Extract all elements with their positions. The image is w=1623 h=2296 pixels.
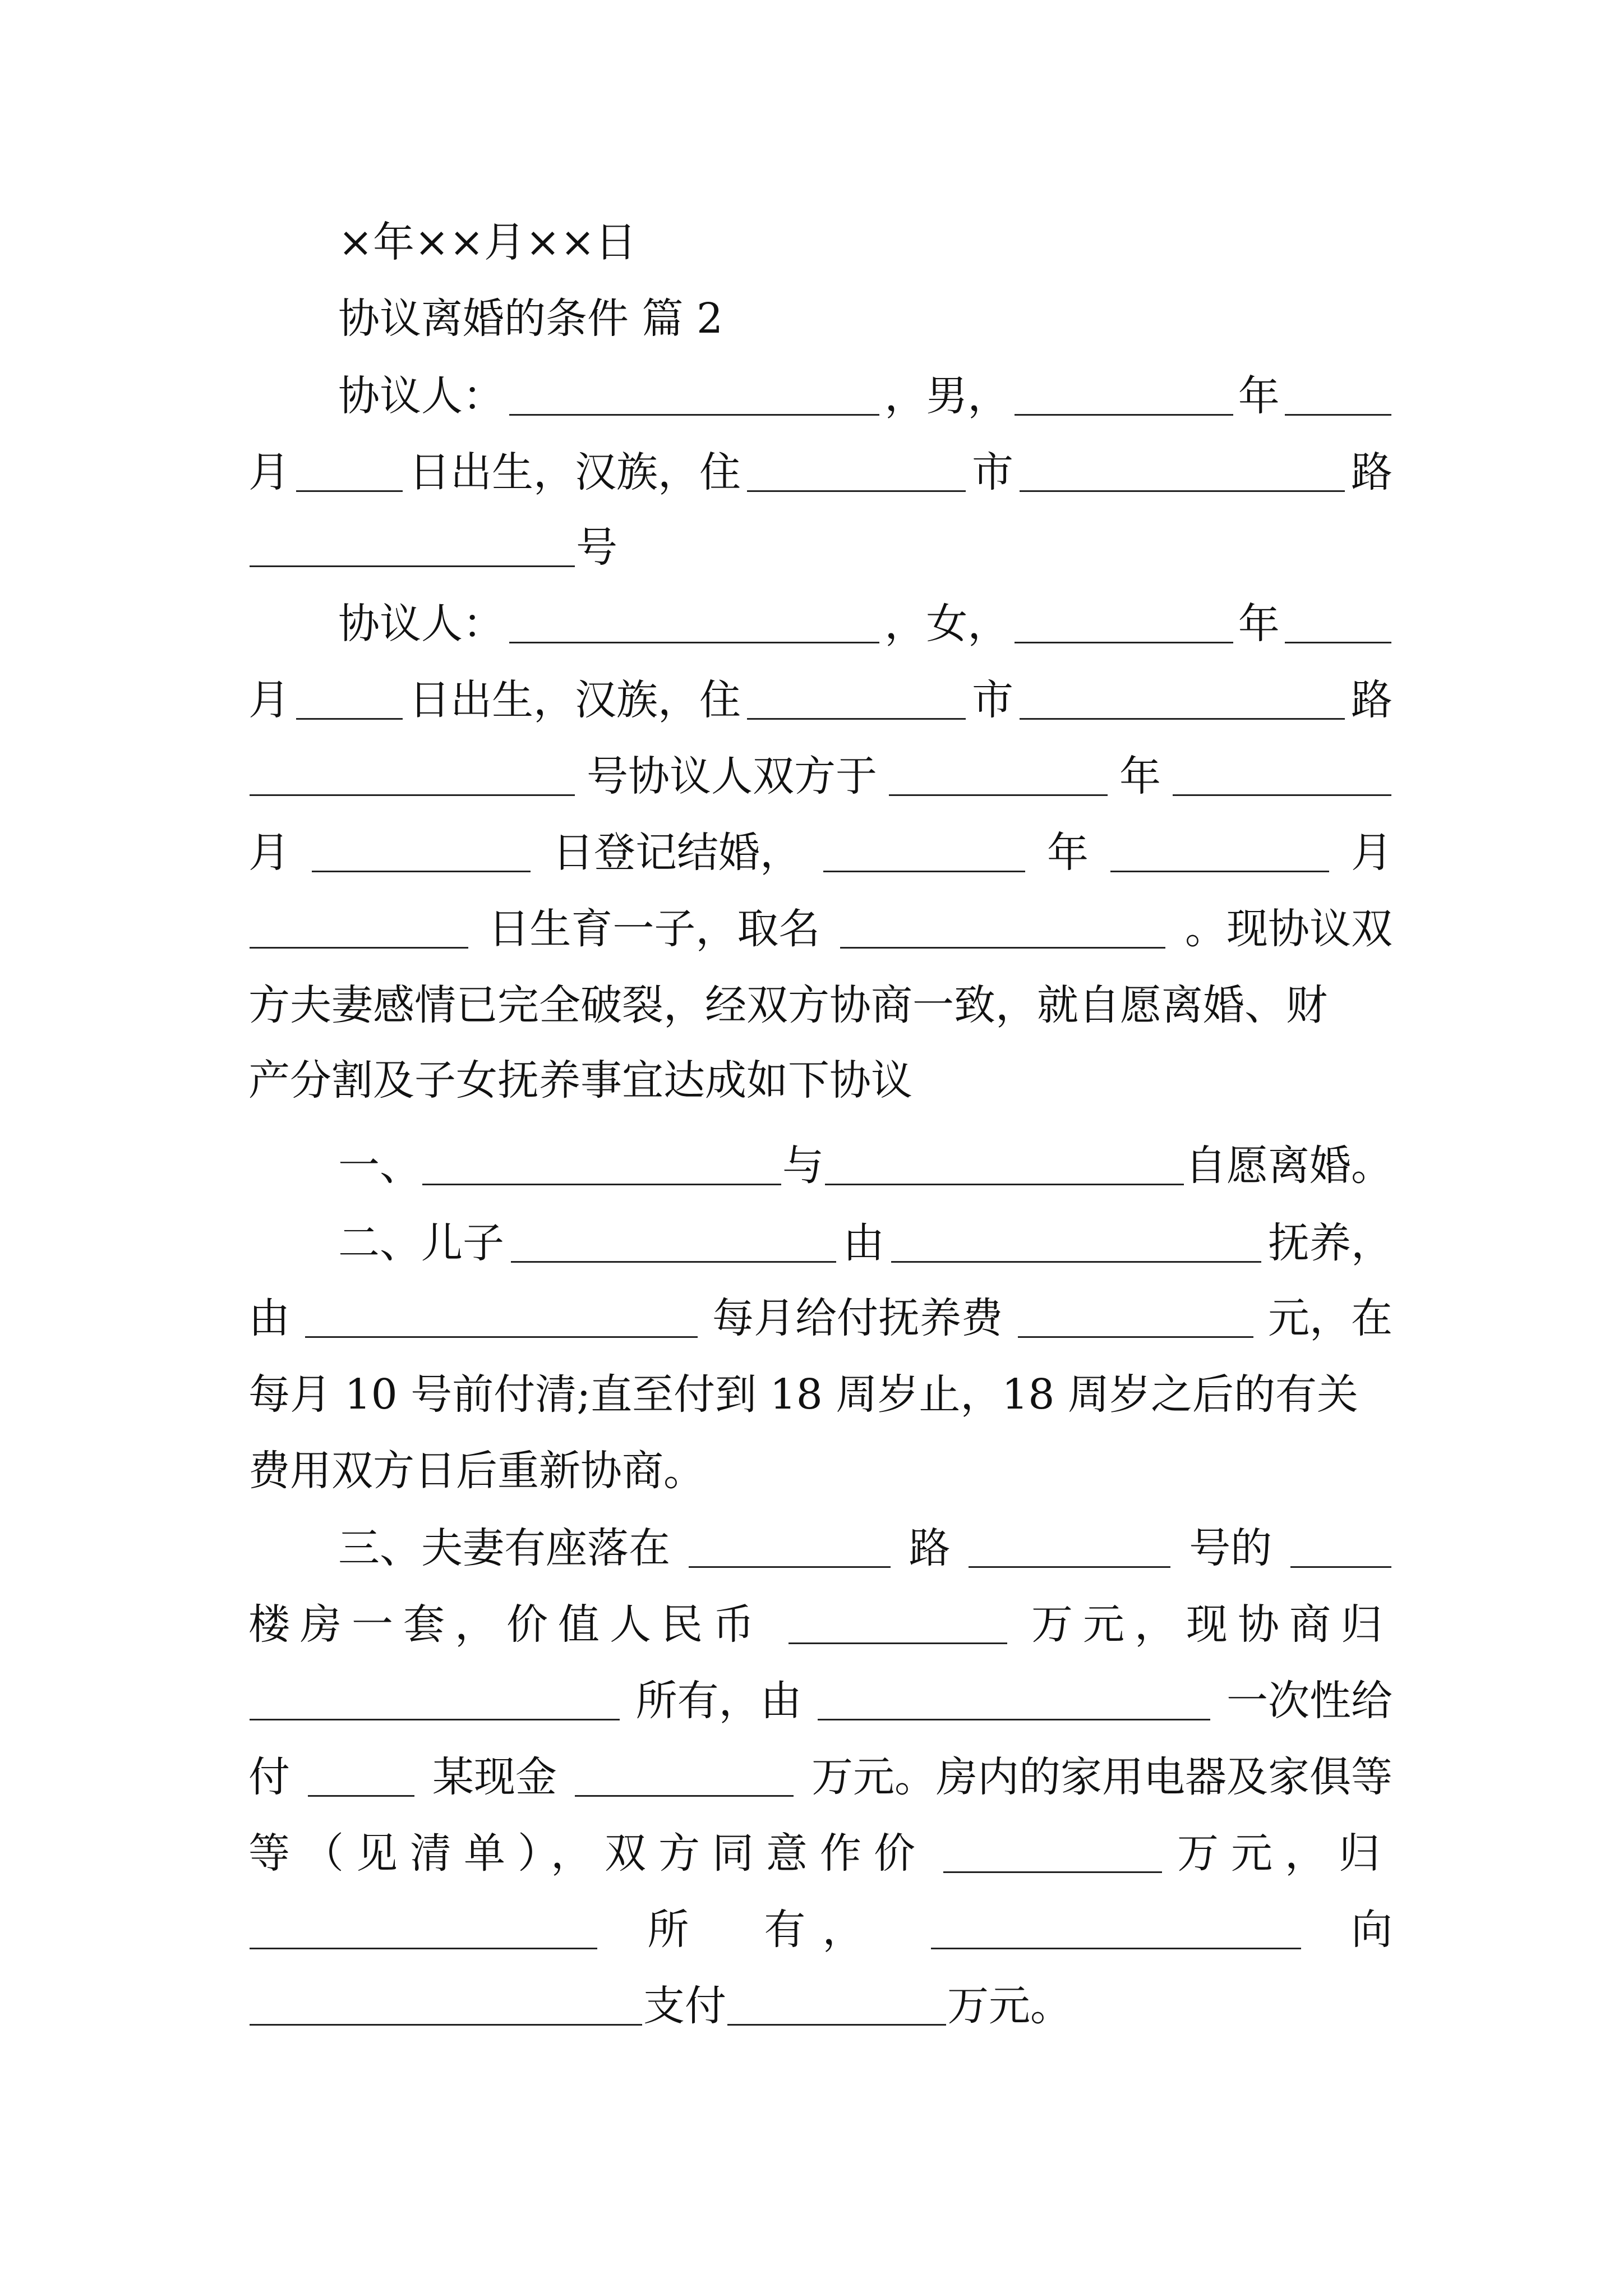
child-birth-text: 日生育一子，取名	[488, 905, 820, 953]
clause3-appliance-payer-blank	[931, 1910, 1301, 1949]
clause3-cash: 某现金	[432, 1753, 557, 1801]
clause1-with: 与	[782, 1142, 824, 1190]
date-line	[338, 209, 1393, 276]
intro-cont2: 产分割及子女抚养事宜达成如下协议	[248, 1056, 912, 1105]
party1-road-blank	[1020, 453, 1345, 492]
clause1-party-a-blank	[422, 1146, 781, 1185]
clause3-road-blank	[689, 1529, 891, 1568]
party1-month-blank	[1285, 376, 1391, 416]
party1-day-blank	[296, 453, 403, 492]
clause2-line3	[248, 1361, 1393, 1428]
clause2-monthly: 每月给付抚养费	[712, 1294, 1003, 1342]
party1-line2	[248, 439, 1393, 506]
party1-line1	[338, 362, 1393, 430]
party2-month-label: 月	[248, 676, 290, 724]
clause3-appliance-amount-blank	[727, 1986, 946, 2026]
clause3-line6	[248, 1896, 1393, 1963]
clause3-pay: 付	[248, 1753, 290, 1801]
clause3-cash-blank	[575, 1757, 794, 1797]
party1-number-blank	[250, 528, 575, 567]
party1-name-blank	[509, 376, 879, 416]
marriage-month-blank	[1173, 757, 1391, 796]
clause2-by2: 由	[248, 1294, 290, 1342]
party2-birth-text: 日出生，汉族，住	[409, 676, 741, 724]
clause3-owned: 所有，由	[635, 1677, 802, 1725]
clause2-line1	[338, 1209, 1393, 1277]
clause3-value-blank	[789, 1605, 1007, 1644]
clause3-pay2: 支付	[643, 1982, 726, 2030]
clause3-number-blank	[969, 1529, 1170, 1568]
party1-road-label: 路	[1351, 448, 1393, 496]
section-title	[338, 285, 1393, 352]
date-text: ×年××月××日	[338, 218, 637, 266]
clause3-to: 向	[1350, 1906, 1393, 1954]
intro-cont1: 方夫妻感情已完全破裂，经双方协商一致，就自愿离婚、财	[248, 981, 1327, 1029]
party1-year-label: 年	[1238, 372, 1280, 420]
clause2-yuan: 元，在	[1268, 1294, 1393, 1342]
clause3-line4-end: 万元。房内的家用电器及家俱等	[811, 1753, 1393, 1801]
clause1-party-b-blank	[825, 1146, 1184, 1185]
marriage-line4	[248, 1047, 1393, 1114]
clause2-raiser-blank	[891, 1223, 1261, 1263]
marriage-month-label: 月	[248, 829, 290, 877]
marriage-year-label: 年	[1119, 752, 1161, 800]
clause3-line3	[248, 1667, 1393, 1734]
party2-gender: ，女，	[884, 600, 1009, 648]
party1-city-blank	[747, 453, 966, 492]
clause3-wan: 万元。	[947, 1982, 1072, 2030]
title-text: 协议离婚的条件 篇 2	[338, 295, 723, 343]
clause1-end: 自愿离婚。	[1185, 1142, 1393, 1190]
clause3-appliance-recipient-blank	[250, 1986, 642, 2026]
clause3-line2-start: 楼房一套，价值人民币	[248, 1600, 764, 1649]
party2-line2	[248, 666, 1393, 734]
child-year-blank	[823, 833, 1025, 872]
party1-city-label: 市	[972, 448, 1013, 496]
clause3-appliance-owner-blank	[250, 1910, 597, 1949]
marriage-line2	[248, 895, 1393, 963]
clause3-line4	[248, 1743, 1393, 1811]
marriage-day-blank	[312, 833, 531, 872]
clause3-road: 路	[909, 1524, 951, 1572]
clause1-line	[338, 1132, 1393, 1199]
party2-day-blank	[296, 680, 403, 720]
marriage-registered-text: 日登记结婚，	[552, 829, 801, 877]
clause3-building-blank	[1290, 1529, 1391, 1568]
child-month-blank	[1110, 833, 1329, 872]
clause2-line2	[248, 1285, 1393, 1352]
clause3-number: 号的	[1189, 1524, 1272, 1572]
clause3-line2	[248, 1591, 1393, 1658]
party2-city-blank	[747, 680, 966, 720]
party2-year-blank	[1015, 604, 1233, 643]
party1-year-blank	[1015, 376, 1233, 416]
party2-road-blank	[1020, 680, 1345, 720]
child-year-label: 年	[1047, 829, 1089, 877]
clause3-line5-start: 等（见清单），双方同意作价	[248, 1829, 928, 1878]
party1-birth-text: 日出生，汉族，住	[409, 448, 741, 496]
clause3-prefix: 三、夫妻有座落在	[338, 1524, 670, 1572]
party2-road-label: 路	[1351, 676, 1393, 724]
marriage-line1	[248, 819, 1393, 886]
clause2-line4	[248, 1437, 1393, 1504]
marriage-year-blank	[889, 757, 1108, 796]
clause3-appliance-value-blank	[943, 1834, 1162, 1873]
marriage-line3	[248, 972, 1393, 1039]
party1-line3	[248, 514, 1393, 581]
child-month-label: 月	[1351, 829, 1393, 877]
clause2-line3-text: 每月 10 号前付清;直至付到 18 周岁止，18 周岁之后的有关	[248, 1370, 1359, 1419]
party2-number-blank	[250, 757, 575, 796]
clause2-payer-blank	[305, 1299, 698, 1338]
clause2-line4-text: 费用双方日后重新协商。	[248, 1447, 705, 1495]
clause3-line5	[248, 1820, 1393, 1887]
clause2-amount-blank	[1018, 1299, 1253, 1338]
party2-line3	[248, 743, 1393, 810]
party2-label: 协议人：	[338, 600, 504, 648]
party1-number-label: 号	[576, 523, 617, 572]
clause2-prefix: 二、儿子	[338, 1219, 504, 1267]
child-name-blank	[840, 909, 1165, 949]
clause3-payer-blank	[818, 1681, 1210, 1720]
party1-gender: ，男，	[884, 372, 1009, 420]
party1-month-label: 月	[248, 448, 290, 496]
intro-end-text: 。现协议双	[1184, 905, 1393, 953]
clause3-line1	[338, 1515, 1393, 1582]
clause3-owner-blank	[250, 1681, 620, 1720]
clause2-custodian-blank	[511, 1223, 836, 1263]
party1-label: 协议人：	[338, 372, 504, 420]
clause3-line7	[248, 1972, 1393, 2040]
clause1-prefix: 一、	[338, 1142, 421, 1190]
party2-line1	[338, 590, 1393, 657]
clause2-raise: 抚养，	[1268, 1219, 1393, 1267]
clause3-recipient-blank	[308, 1757, 414, 1797]
party2-city-label: 市	[972, 676, 1013, 724]
party2-intro-text: 号协议人双方于	[587, 752, 877, 800]
party2-year-label: 年	[1238, 600, 1280, 648]
clause3-owned2: 所 有，	[647, 1906, 881, 1954]
party2-name-blank	[509, 604, 879, 643]
clause2-by: 由	[843, 1219, 884, 1267]
clause3-line5-end: 万元，归	[1177, 1829, 1393, 1878]
clause3-line2-end: 万元，现协商归	[1031, 1600, 1393, 1649]
child-day-blank	[250, 909, 468, 949]
party2-month-blank	[1285, 604, 1391, 643]
clause3-once: 一次性给	[1226, 1677, 1393, 1725]
